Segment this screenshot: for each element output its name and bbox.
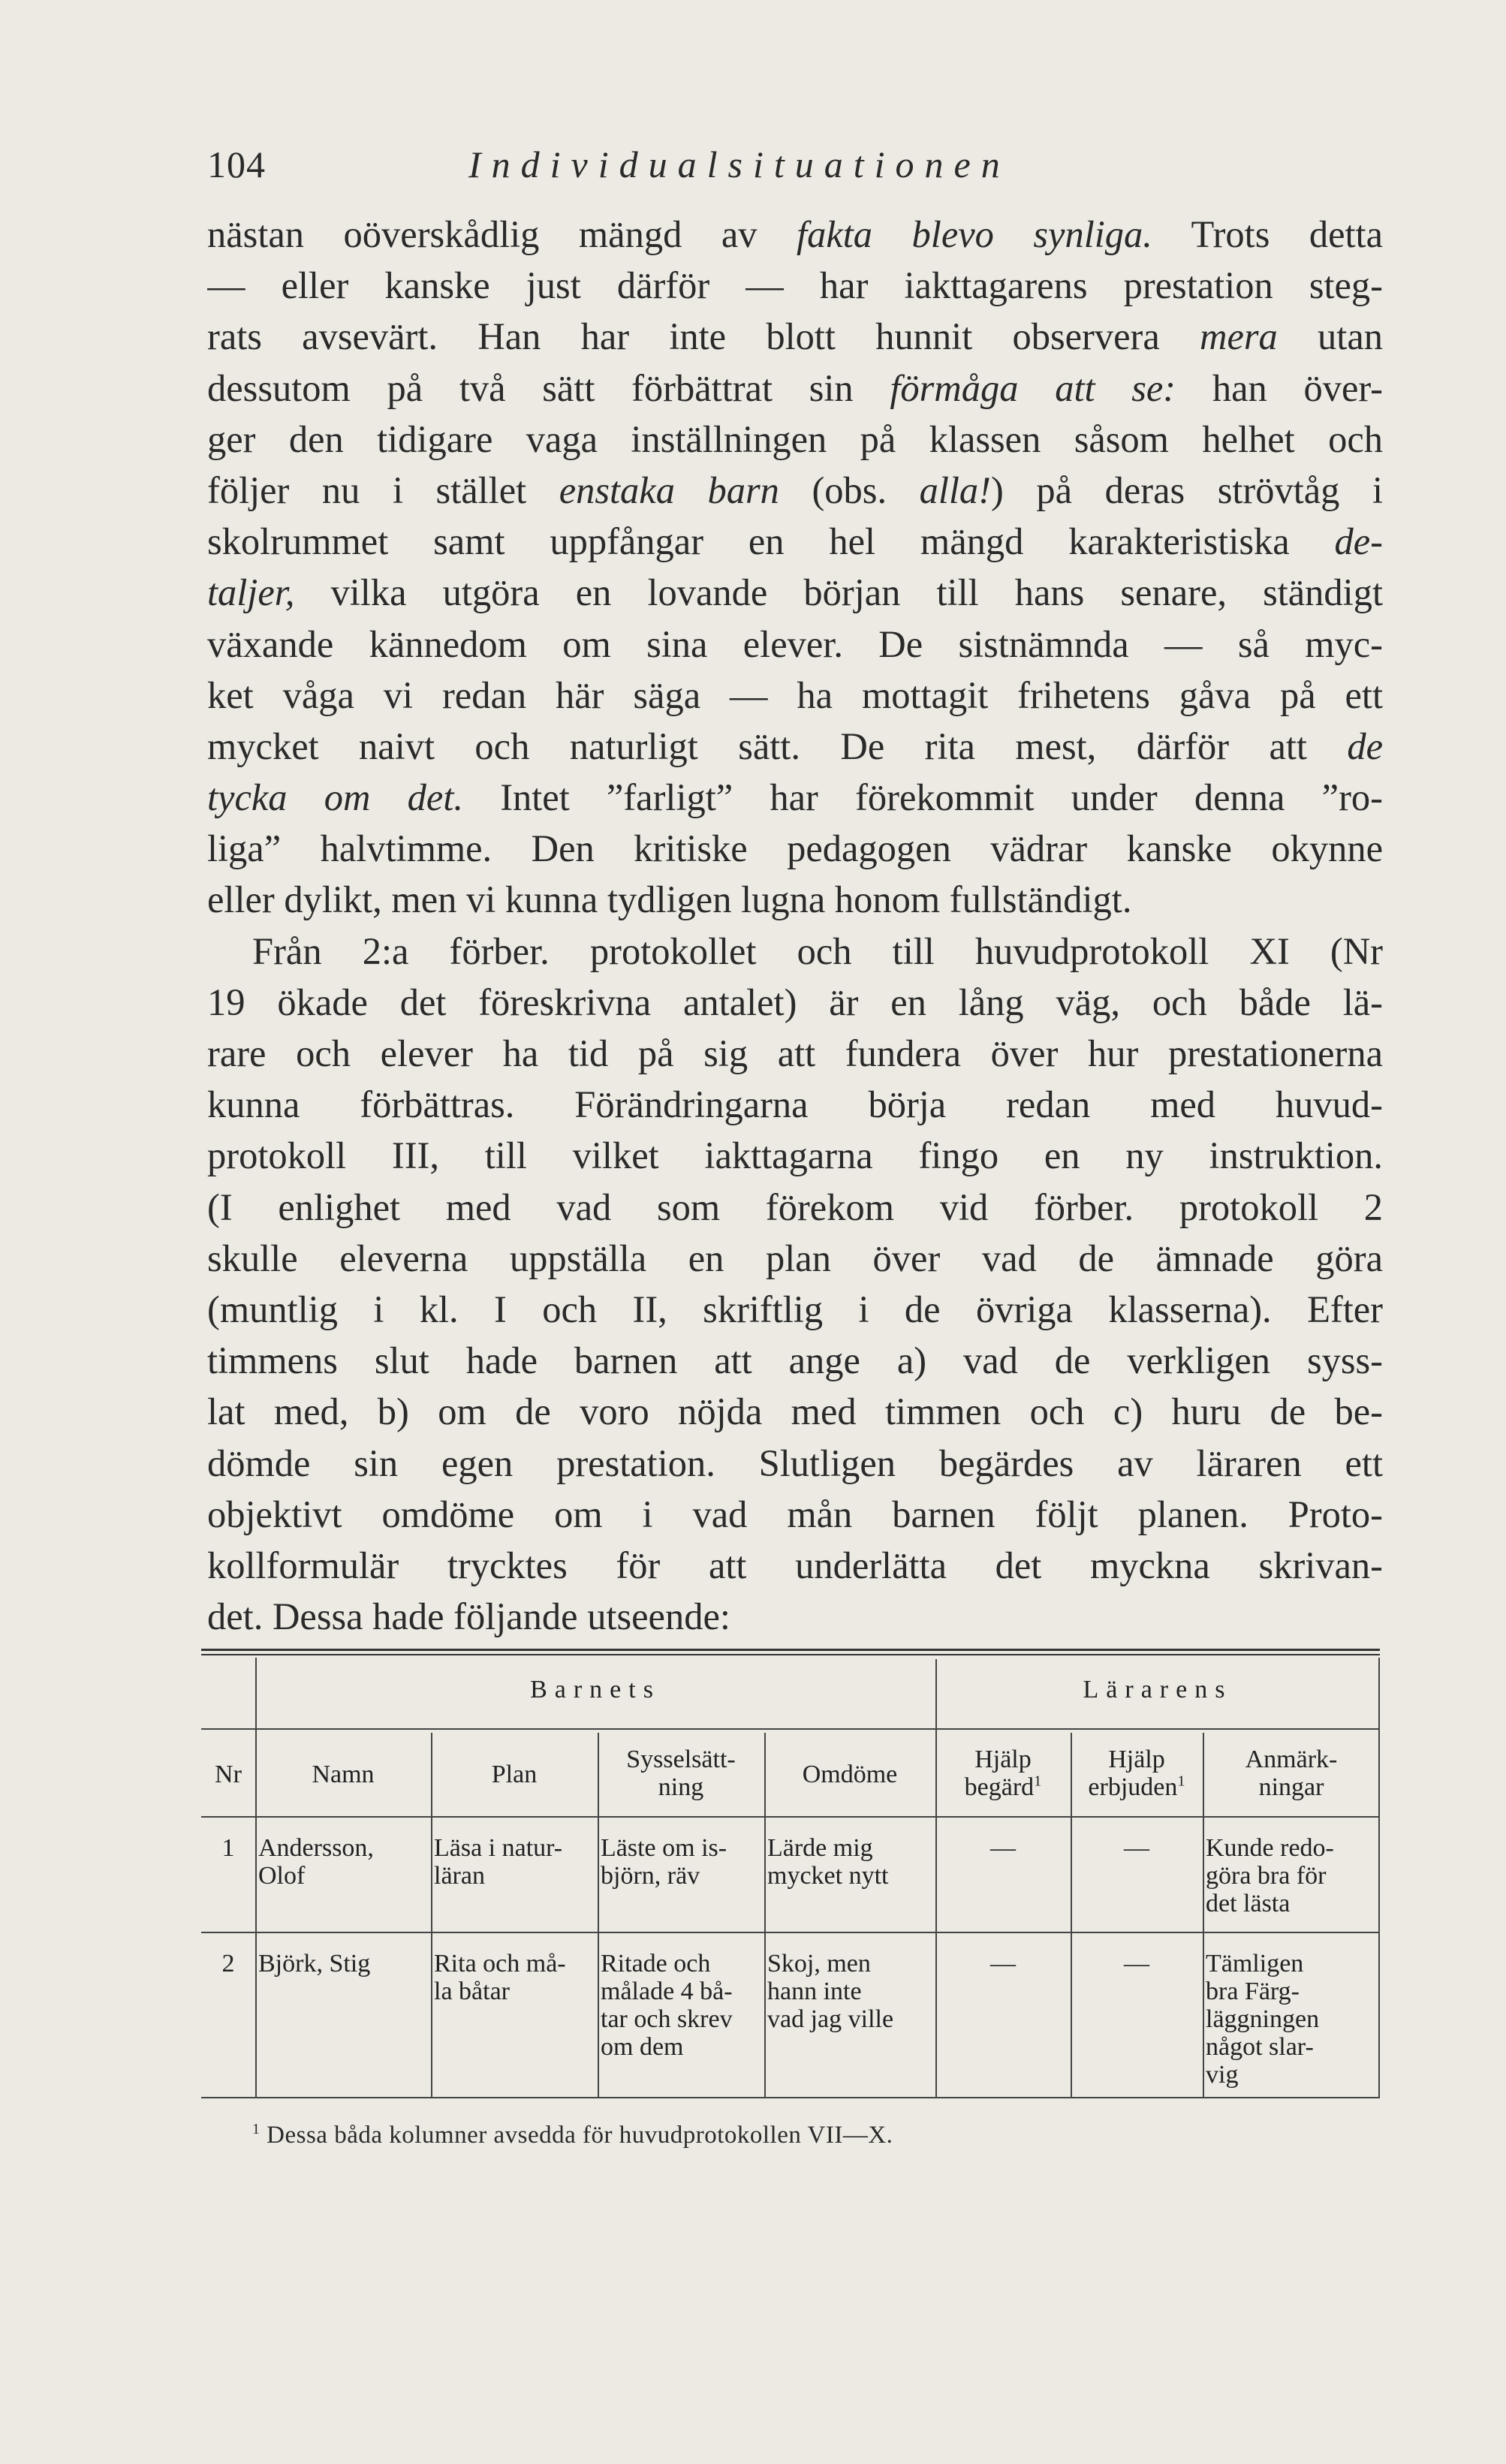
- table-cell-plan: [434, 1950, 596, 2005]
- table-cell-line: björn, räv: [601, 1862, 700, 1890]
- text-line: rare och elever ha tid på sig att fundera över hur prestationerna: [207, 1032, 1383, 1074]
- table-cell-line: —: [1124, 1834, 1149, 1862]
- table-cell-line: det lästa: [1206, 1890, 1291, 1917]
- table-cell-line: 2: [221, 1950, 235, 1978]
- table-cell-erbjuden: [1071, 1950, 1203, 1978]
- header-anmarkningar: [1203, 1746, 1380, 1801]
- table-right-edge: [1378, 1658, 1380, 2097]
- text-line: timmens slut hade barnen att ange a) vad de verkligen syss-: [207, 1339, 1383, 1382]
- table-cell-line: Läsa i natur-: [434, 1834, 563, 1862]
- table-cell-line: om dem: [601, 2033, 684, 2061]
- table-cell-line: Rita och må-: [434, 1950, 566, 1978]
- page-number: 104: [207, 143, 266, 185]
- table-cell-nr: [201, 1834, 255, 1862]
- header-hjalp-erbjuden-line: [1071, 1773, 1203, 1801]
- table-cell-line: vad jag ville: [767, 2005, 894, 2033]
- table-cell-line: bra Färg-: [1206, 1978, 1300, 2005]
- running-title: Individualsituationen: [468, 143, 1011, 185]
- table-cell-line: göra bra för: [1206, 1862, 1327, 1890]
- header-sysselsattning-line: ning: [658, 1773, 704, 1801]
- text-line: Från 2:a förber. protokollet och till huvudprotokoll XI (Nr: [252, 929, 1383, 972]
- text-line: 19 ökade det föreskrivna antalet) är en lång väg, och både lä-: [207, 980, 1383, 1023]
- text-line: kunna förbättras. Förändringarna börja redan med huvud-: [207, 1083, 1383, 1126]
- text-line: taljer, vilka utgöra en lovande början till hans senare, ständigt: [207, 571, 1383, 614]
- header-group-lararens: Lärarens: [1083, 1676, 1233, 1703]
- text-line: lat med, b) om de voro nöjda med timmen och c) huru de be-: [207, 1390, 1383, 1433]
- table-cell-line: Andersson,: [258, 1834, 374, 1862]
- header-group-barnets: Barnets: [530, 1676, 661, 1703]
- table-cell-line: Lärde mig: [767, 1834, 873, 1862]
- header-sysselsattning-line: Sysselsätt-: [626, 1746, 736, 1773]
- text-line: nästan oöverskådlig mängd av fakta blevo synliga. Trots detta: [207, 213, 1383, 255]
- table-cell-line: Kunde redo-: [1206, 1834, 1334, 1862]
- text-line: det. Dessa hade följande utseende:: [207, 1595, 730, 1638]
- table-cell-line: mycket nytt: [767, 1862, 889, 1890]
- table-cell-line: —: [990, 1950, 1016, 1978]
- text-line: eller dylikt, men vi kunna tydligen lugna honom fullständigt.: [207, 878, 1132, 921]
- table-rule-header: [201, 1728, 1380, 1730]
- table-cell-line: la båtar: [434, 1978, 510, 2005]
- text-line: protokoll III, till vilket iakttagarna fingo en ny instruktion.: [207, 1134, 1383, 1177]
- body-paragraph: [207, 209, 1383, 1642]
- table-cell-erbjuden: [1071, 1834, 1203, 1862]
- text-line: ket våga vi redan här säga — ha mottagit frihetens gåva på ett: [207, 673, 1383, 716]
- text-line: liga” halvtimme. Den kritiske pedagogen vädrar kanske okynne: [207, 827, 1383, 870]
- header-hjalp-begard-text: begärd: [964, 1773, 1035, 1801]
- footnote-reference: 1: [1177, 1773, 1185, 1790]
- table-cell-syssel: [601, 1834, 763, 1890]
- header-hjalp-erbjuden: [1071, 1746, 1203, 1801]
- header-hjalp-erbjuden-text: erbjuden: [1088, 1773, 1178, 1801]
- text-line: rats avsevärt. Han har inte blott hunnit observera mera utan: [207, 315, 1383, 358]
- table-cell-line: något slar-: [1206, 2033, 1314, 2061]
- table-cell-line: målade 4 bå-: [601, 1978, 733, 2005]
- table-rule-bottom: [201, 2097, 1380, 2098]
- text-line: — eller kanske just därför — har iakttagarens prestation steg-: [207, 264, 1383, 307]
- text-line: mycket naivt och naturligt sätt. De rita mest, därför att de: [207, 724, 1383, 767]
- header-omdome: Omdöme: [802, 1761, 898, 1788]
- table-cell-plan: [434, 1834, 596, 1890]
- footnote-mark: 1: [252, 2121, 261, 2137]
- table-cell-line: läggningen: [1206, 2005, 1320, 2033]
- protocol-table: [201, 1658, 1380, 2108]
- text-line: objektivt omdöme om i vad mån barnen följt planen. Proto-: [207, 1493, 1383, 1535]
- table-cell-line: Skoj, men: [767, 1950, 871, 1978]
- table-cell-begard: [935, 1950, 1071, 1978]
- header-hjalp-begard-line: [935, 1773, 1071, 1801]
- table-cell-line: vig: [1206, 2061, 1239, 2089]
- table-cell-syssel: [601, 1950, 763, 2061]
- table-cell-omdome: [767, 1834, 934, 1890]
- table-top-rule-thin: [201, 1654, 1380, 1655]
- text-line: växande kännedom om sina elever. De sistnämnda — så myc-: [207, 622, 1383, 665]
- footnote-text: Dessa båda kolumner avsedda för huvudprotokollen VII—X.: [267, 2122, 893, 2149]
- text-line: kollformulär trycktes för att underlätta det myckna skrivan-: [207, 1544, 1383, 1586]
- table-cell-line: —: [990, 1834, 1016, 1862]
- table-cell-nr: [201, 1950, 255, 1978]
- table-top-rule: [201, 1649, 1380, 1651]
- header-namn: Namn: [312, 1761, 375, 1788]
- header-plan: Plan: [491, 1761, 538, 1788]
- table-cell-line: hann inte: [767, 1978, 862, 2005]
- page-header: [207, 143, 1311, 188]
- header-nr: Nr: [215, 1761, 242, 1788]
- text-line: (I enlighet med vad som förekom vid förber. protokoll 2: [207, 1185, 1383, 1228]
- header-anmarkningar-line: ningar: [1258, 1773, 1324, 1801]
- table-cell-namn: [258, 1950, 429, 1978]
- text-line: dessutom på två sätt förbättrat sin förmåga att se: han över-: [207, 366, 1383, 409]
- header-hjalp-erbjuden-line: Hjälp: [1108, 1746, 1165, 1773]
- header-sysselsattning: [598, 1746, 764, 1801]
- table-cell-line: Björk, Stig: [258, 1950, 371, 1978]
- table-cell-omdome: [767, 1950, 934, 2033]
- text-line: dömde sin egen prestation. Slutligen begärdes av läraren ett: [207, 1441, 1383, 1484]
- table-cell-line: —: [1124, 1950, 1149, 1978]
- text-line: skulle eleverna uppställa en plan över vad de ämnade göra: [207, 1237, 1383, 1279]
- table-col-sep: [935, 1659, 937, 2097]
- footnote-reference: 1: [1034, 1773, 1042, 1790]
- table-cell-line: Olof: [258, 1862, 306, 1890]
- table-cell-line: läran: [434, 1862, 485, 1890]
- footnote: [252, 2122, 893, 2149]
- table-cell-begard: [935, 1834, 1071, 1862]
- table-cell-line: tar och skrev: [601, 2005, 733, 2033]
- table-cell-line: Läste om is-: [601, 1834, 727, 1862]
- table-cell-anmark: [1206, 1834, 1378, 1917]
- text-line: tycka om det. Intet ”farligt” har förekommit under denna ”ro-: [207, 776, 1383, 819]
- header-hjalp-begard: [935, 1746, 1071, 1801]
- table-cell-namn: [258, 1834, 429, 1890]
- table-cell-line: Ritade och: [601, 1950, 711, 1978]
- table-cell-anmark: [1206, 1950, 1378, 2089]
- text-line: skolrummet samt uppfångar en hel mängd karakteristiska de-: [207, 520, 1383, 563]
- text-line: följer nu i stället enstaka barn (obs. alla!) på deras strövtåg i: [207, 468, 1383, 511]
- table-cell-line: Tämligen: [1206, 1950, 1304, 1978]
- table-cell-line: 1: [221, 1834, 235, 1862]
- table-col-sep: [255, 1658, 257, 2097]
- text-line: ger den tidigare vaga inställningen på klassen såsom helhet och: [207, 417, 1383, 460]
- header-hjalp-begard-line: Hjälp: [974, 1746, 1032, 1773]
- header-anmarkningar-line: Anmärk-: [1245, 1746, 1338, 1773]
- text-line: (muntlig i kl. I och II, skriftlig i de övriga klasserna). Efter: [207, 1288, 1383, 1330]
